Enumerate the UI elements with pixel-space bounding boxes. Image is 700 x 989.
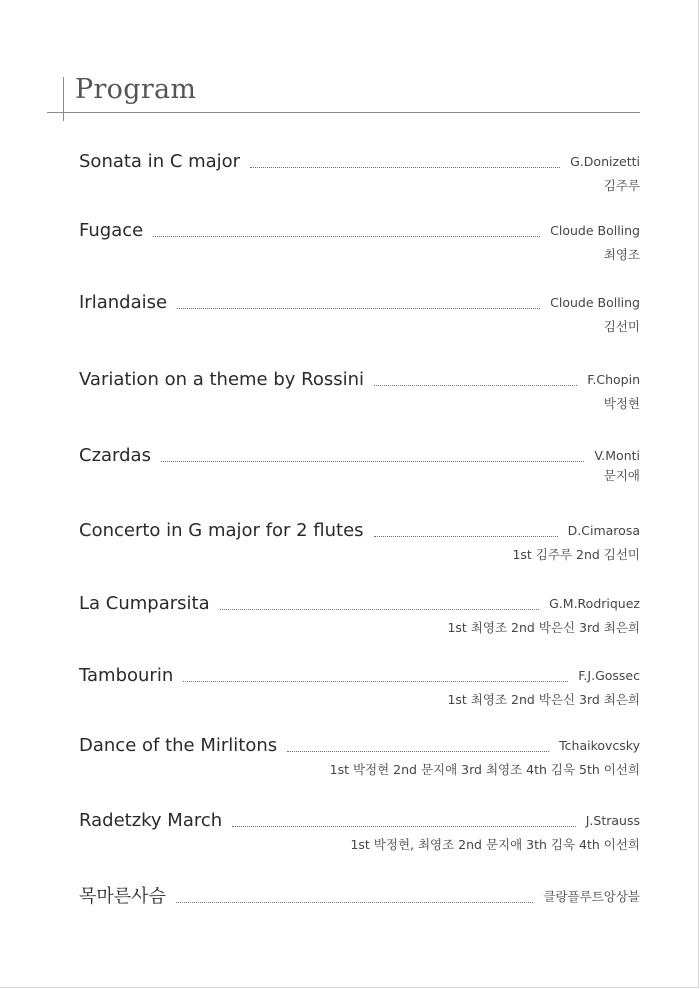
- dot-leader: [374, 535, 558, 537]
- dot-leader: [374, 384, 577, 386]
- composer: 클랑플루트앙상블: [543, 889, 640, 904]
- program-entry: [79, 884, 640, 908]
- piece-title: Dance of the Mirlitons: [79, 735, 278, 756]
- dot-leader: [220, 608, 540, 610]
- dot-leader: [183, 680, 568, 682]
- performers: 박정현: [603, 396, 640, 411]
- performers: 1st 박정현, 최영조 2nd 문지애 3th 김욱 4th 이선희: [350, 837, 640, 852]
- performers: 1st 박정현 2nd 문지애 3rd 최영조 4th 김욱 5th 이선희: [329, 762, 640, 777]
- page-title: Program: [75, 74, 197, 105]
- performers: 1st 최영조 2nd 박은신 3rd 최은희: [447, 692, 640, 707]
- piece-title: Concerto in G major for 2 flutes: [79, 520, 364, 541]
- program-entry: [79, 290, 640, 336]
- dot-leader: [177, 307, 540, 309]
- dot-leader: [161, 460, 584, 462]
- piece-title: Radetzky March: [79, 810, 223, 831]
- program-entry: [79, 518, 640, 564]
- dot-leader: [287, 750, 549, 752]
- dot-leader: [153, 235, 540, 237]
- program-entry: [79, 218, 640, 264]
- composer: F.Chopin: [587, 372, 640, 387]
- composer: J.Strauss: [585, 813, 640, 828]
- composer: Tchaikovcsky: [559, 738, 640, 753]
- program-entry: [79, 808, 640, 854]
- composer: G.Donizetti: [570, 154, 640, 169]
- piece-title: Sonata in C major: [79, 151, 241, 172]
- performers: 김주루: [603, 178, 640, 193]
- composer: G.M.Rodriquez: [549, 596, 640, 611]
- piece-title: Tambourin: [79, 665, 174, 686]
- composer: Cloude Bolling: [550, 223, 640, 238]
- program-entry: [79, 591, 640, 637]
- dot-leader: [250, 166, 560, 168]
- performers: 1st 최영조 2nd 박은신 3rd 최은희: [447, 620, 640, 635]
- title-vertical-rule: [63, 77, 64, 121]
- piece-title: 목마른사슴: [79, 886, 166, 907]
- composer: Cloude Bolling: [550, 295, 640, 310]
- dot-leader: [232, 825, 576, 827]
- composer: V.Monti: [594, 448, 640, 463]
- title-horizontal-rule: [47, 112, 640, 113]
- piece-title: Variation on a theme by Rossini: [79, 369, 365, 390]
- piece-title: Fugace: [79, 220, 144, 241]
- program-entry: [79, 663, 640, 709]
- program-entry: [79, 733, 640, 779]
- piece-title: La Cumparsita: [79, 593, 210, 614]
- dot-leader: [176, 901, 533, 903]
- performers: 문지애: [603, 468, 640, 483]
- program-entry: [79, 367, 640, 413]
- performers: 최영조: [603, 247, 640, 262]
- piece-title: Irlandaise: [79, 292, 168, 313]
- performers: 김선미: [603, 319, 640, 334]
- composer: F.J.Gossec: [578, 668, 640, 683]
- performers: 1st 김주루 2nd 김선미: [512, 547, 640, 562]
- program-entry: [79, 443, 640, 485]
- program-entry: [79, 149, 640, 195]
- composer: D.Cimarosa: [567, 523, 640, 538]
- piece-title: Czardas: [79, 445, 151, 466]
